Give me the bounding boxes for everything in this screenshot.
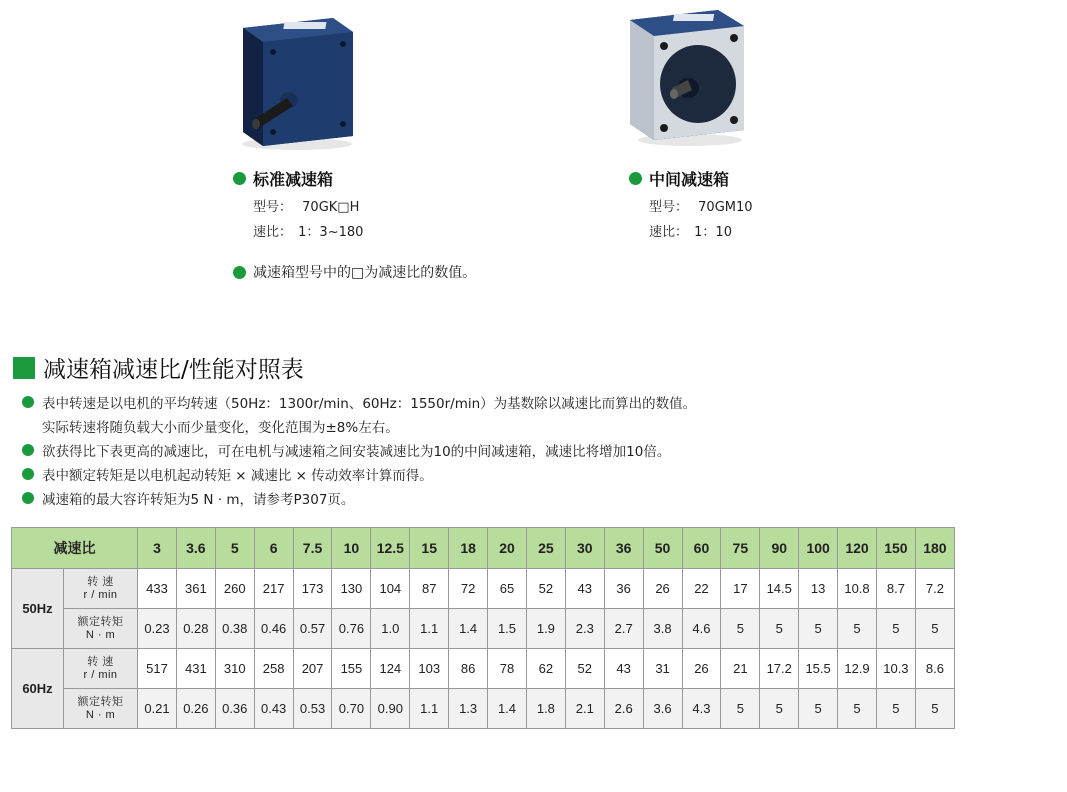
model-value: 70GK□H (302, 200, 360, 215)
section-title (13, 351, 304, 384)
torque-value-cell: 0.57 (293, 609, 332, 649)
green-dot-icon (22, 468, 34, 480)
speed-value-cell: 62 (526, 649, 565, 689)
torque-value-cell: 1.8 (526, 689, 565, 729)
torque-value-cell: 5 (760, 689, 799, 729)
torque-value-cell: 5 (876, 689, 915, 729)
list-item (22, 414, 696, 438)
torque-value-cell: 1.4 (488, 689, 527, 729)
product-model (253, 196, 493, 215)
header-ratio-cell: 100 (799, 528, 838, 569)
product-title-text: 标准减速箱 (253, 170, 334, 189)
header-ratio-cell: 150 (876, 528, 915, 569)
header-ratio-cell: 3 (138, 528, 177, 569)
product-standard (233, 167, 493, 240)
header-ratio-cell: 5 (215, 528, 254, 569)
header-ratio-cell: 25 (526, 528, 565, 569)
torque-value-cell: 0.38 (215, 609, 254, 649)
speed-value-cell: 13 (799, 569, 838, 609)
model-label: 型号： (253, 200, 293, 215)
torque-value-cell: 1.5 (488, 609, 527, 649)
ratio-label: 速比： (253, 225, 293, 240)
speed-value-cell: 36 (604, 569, 643, 609)
speed-value-cell: 260 (215, 569, 254, 609)
torque-value-cell: 0.53 (293, 689, 332, 729)
list-item (22, 462, 696, 486)
speed-value-cell: 310 (215, 649, 254, 689)
speed-value-cell: 130 (332, 569, 371, 609)
list-item-text: 表中转速是以电机的平均转速（50Hz：1300r/min、60Hz：1550r/min）为基数除以减速比而算出的数值。 (42, 396, 697, 412)
product-title (629, 167, 889, 190)
speed-value-cell: 517 (138, 649, 177, 689)
list-item (22, 390, 696, 414)
ratio-performance-table-wrap (11, 527, 955, 729)
green-square-icon (13, 357, 35, 379)
speed-value-cell: 217 (254, 569, 293, 609)
header-ratio-cell: 120 (838, 528, 877, 569)
frequency-label: 50Hz (12, 569, 64, 649)
torque-value-cell: 5 (838, 689, 877, 729)
torque-value-cell: 0.28 (176, 609, 215, 649)
speed-row-label-line: r / min (83, 588, 118, 601)
speed-row-label (64, 649, 138, 689)
list-item (22, 438, 696, 462)
header-ratio-cell: 7.5 (293, 528, 332, 569)
speed-row-label-line: 转 速 (87, 575, 114, 588)
torque-value-cell: 2.3 (565, 609, 604, 649)
torque-value-cell: 5 (915, 689, 954, 729)
torque-value-cell: 0.46 (254, 609, 293, 649)
product-model (649, 196, 889, 215)
speed-value-cell: 124 (371, 649, 410, 689)
speed-value-cell: 43 (604, 649, 643, 689)
torque-value-cell: 0.70 (332, 689, 371, 729)
speed-value-cell: 52 (526, 569, 565, 609)
torque-value-cell: 5 (838, 609, 877, 649)
speed-value-cell: 173 (293, 569, 332, 609)
speed-row-label (64, 569, 138, 609)
list-item-text: 欲获得比下表更高的减速比，可在电机与减速箱之间安装减速比为10的中间减速箱，减速比将增加10倍。 (42, 444, 671, 460)
torque-value-cell: 5 (915, 609, 954, 649)
header-ratio-cell: 60 (682, 528, 721, 569)
torque-value-cell: 3.8 (643, 609, 682, 649)
green-dot-icon (22, 444, 34, 456)
torque-row-label (64, 609, 138, 649)
speed-value-cell: 22 (682, 569, 721, 609)
torque-value-cell: 0.36 (215, 689, 254, 729)
torque-value-cell: 2.1 (565, 689, 604, 729)
table-row (12, 569, 955, 609)
table-header-row (12, 528, 955, 569)
table-row (12, 689, 955, 729)
torque-value-cell: 5 (799, 609, 838, 649)
speed-value-cell: 26 (643, 569, 682, 609)
product-intermediate (629, 167, 889, 240)
torque-value-cell: 5 (760, 609, 799, 649)
torque-row-label (64, 689, 138, 729)
green-dot-icon (629, 172, 642, 185)
torque-value-cell: 5 (799, 689, 838, 729)
product-ratio (649, 221, 889, 240)
speed-value-cell: 103 (410, 649, 449, 689)
speed-row-label-line: r / min (83, 668, 118, 681)
torque-value-cell: 1.0 (371, 609, 410, 649)
torque-row-label-line: 额定转矩 (77, 695, 124, 708)
notes-list (22, 390, 696, 510)
torque-value-cell: 1.4 (449, 609, 488, 649)
speed-value-cell: 65 (488, 569, 527, 609)
speed-value-cell: 26 (682, 649, 721, 689)
green-dot-icon (22, 396, 34, 408)
header-ratio-cell: 15 (410, 528, 449, 569)
torque-value-cell: 1.1 (410, 609, 449, 649)
torque-value-cell: 0.43 (254, 689, 293, 729)
speed-value-cell: 10.3 (876, 649, 915, 689)
speed-value-cell: 15.5 (799, 649, 838, 689)
torque-value-cell: 1.3 (449, 689, 488, 729)
speed-value-cell: 87 (410, 569, 449, 609)
speed-value-cell: 86 (449, 649, 488, 689)
torque-value-cell: 1.1 (410, 689, 449, 729)
header-ratio-cell: 75 (721, 528, 760, 569)
header-ratio-cell: 20 (488, 528, 527, 569)
header-ratio-cell: 3.6 (176, 528, 215, 569)
list-item-text: 实际转速将随负载大小而少量变化，变化范围为±8%左右。 (42, 420, 399, 436)
ratio-label: 速比： (649, 225, 689, 240)
torque-row-label-line: N · m (85, 628, 116, 641)
standard-gearbox-image (225, 8, 365, 153)
torque-value-cell: 5 (721, 689, 760, 729)
ratio-performance-table (11, 527, 955, 729)
intermediate-gearbox-image (622, 4, 752, 149)
speed-value-cell: 43 (565, 569, 604, 609)
speed-row-label-line: 转 速 (87, 655, 114, 668)
header-ratio-cell: 10 (332, 528, 371, 569)
speed-value-cell: 104 (371, 569, 410, 609)
torque-value-cell: 2.7 (604, 609, 643, 649)
model-value: 70GM10 (698, 200, 753, 215)
speed-value-cell: 21 (721, 649, 760, 689)
torque-value-cell: 3.6 (643, 689, 682, 729)
speed-value-cell: 8.6 (915, 649, 954, 689)
torque-value-cell: 4.3 (682, 689, 721, 729)
speed-value-cell: 258 (254, 649, 293, 689)
torque-value-cell: 1.9 (526, 609, 565, 649)
speed-value-cell: 17.2 (760, 649, 799, 689)
header-ratio-cell: 180 (915, 528, 954, 569)
torque-value-cell: 5 (721, 609, 760, 649)
speed-value-cell: 17 (721, 569, 760, 609)
green-dot-icon (22, 492, 34, 504)
header-ratio-cell: 18 (449, 528, 488, 569)
product-title (233, 167, 493, 190)
model-note (233, 262, 476, 282)
speed-value-cell: 433 (138, 569, 177, 609)
speed-value-cell: 52 (565, 649, 604, 689)
torque-row-label-line: 额定转矩 (77, 615, 124, 628)
header-ratio-cell: 50 (643, 528, 682, 569)
torque-value-cell: 5 (876, 609, 915, 649)
ratio-value: 1：10 (694, 225, 732, 240)
green-dot-icon (233, 172, 246, 185)
list-item-text: 减速箱的最大容许转矩为5 N · m，请参考P307页。 (42, 492, 355, 508)
torque-row-label-line: N · m (85, 708, 116, 721)
torque-value-cell: 4.6 (682, 609, 721, 649)
header-ratio-label: 减速比 (12, 528, 138, 569)
torque-value-cell: 0.26 (176, 689, 215, 729)
speed-value-cell: 361 (176, 569, 215, 609)
torque-value-cell: 0.23 (138, 609, 177, 649)
speed-value-cell: 8.7 (876, 569, 915, 609)
section-title-text: 减速箱减速比/性能对照表 (43, 357, 304, 383)
header-ratio-cell: 6 (254, 528, 293, 569)
torque-value-cell: 0.90 (371, 689, 410, 729)
speed-value-cell: 207 (293, 649, 332, 689)
green-dot-icon (233, 266, 246, 279)
speed-value-cell: 31 (643, 649, 682, 689)
speed-value-cell: 72 (449, 569, 488, 609)
table-row (12, 649, 955, 689)
header-ratio-cell: 30 (565, 528, 604, 569)
product-ratio (253, 221, 493, 240)
speed-value-cell: 78 (488, 649, 527, 689)
torque-value-cell: 2.6 (604, 689, 643, 729)
speed-value-cell: 155 (332, 649, 371, 689)
speed-value-cell: 431 (176, 649, 215, 689)
list-item (22, 486, 696, 510)
product-title-text: 中间减速箱 (649, 170, 730, 189)
ratio-value: 1：3~180 (298, 225, 364, 240)
speed-value-cell: 10.8 (838, 569, 877, 609)
frequency-label: 60Hz (12, 649, 64, 729)
torque-value-cell: 0.76 (332, 609, 371, 649)
note-text: 减速箱型号中的□为减速比的数值。 (253, 265, 477, 281)
list-item-text: 表中额定转矩是以电机起动转矩 × 减速比 × 传动效率计算而得。 (42, 468, 433, 484)
header-ratio-cell: 12.5 (371, 528, 410, 569)
table-row (12, 609, 955, 649)
model-label: 型号： (649, 200, 689, 215)
header-ratio-cell: 36 (604, 528, 643, 569)
header-ratio-cell: 90 (760, 528, 799, 569)
speed-value-cell: 12.9 (838, 649, 877, 689)
speed-value-cell: 7.2 (915, 569, 954, 609)
torque-value-cell: 0.21 (138, 689, 177, 729)
speed-value-cell: 14.5 (760, 569, 799, 609)
